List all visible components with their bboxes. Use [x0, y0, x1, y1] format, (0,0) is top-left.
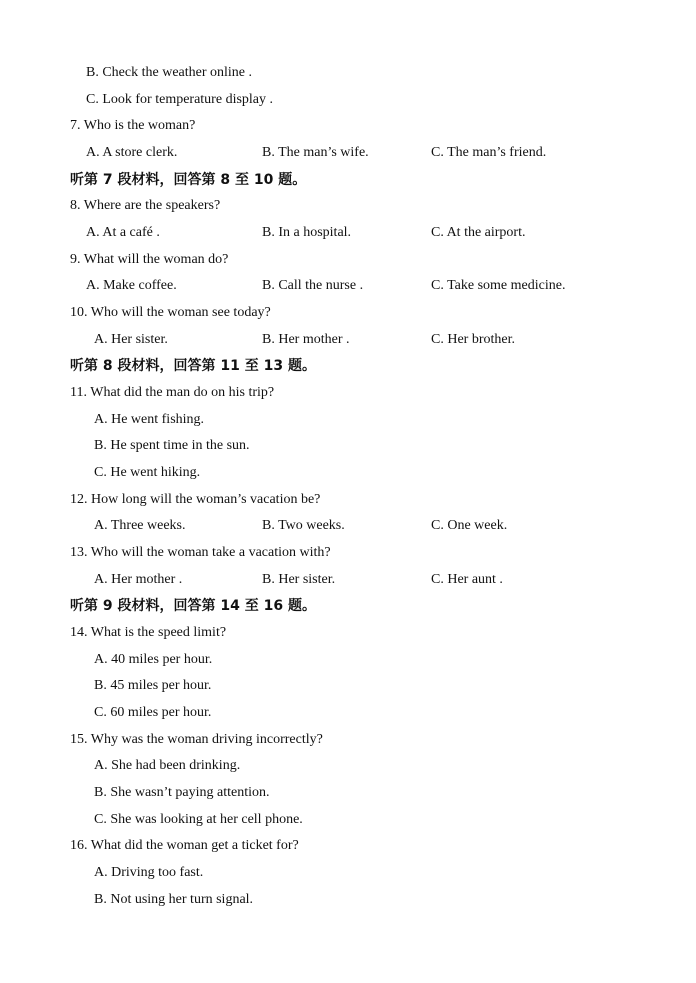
q7-option-c: C. The man’s friend. [431, 145, 547, 160]
q11-option-a: A. He went fishing. [94, 412, 205, 427]
q13-options [0, 570, 696, 590]
q16-option-b: B. Not using her turn signal. [94, 892, 254, 907]
q14-option-a: A. 40 miles per hour. [94, 652, 213, 667]
q15-option-c: C. She was looking at her cell phone. [94, 812, 303, 827]
question-15: 15. Why was the woman driving incorrectly? [70, 732, 323, 747]
question-14: 14. What is the speed limit? [70, 625, 227, 640]
q10-options [0, 330, 696, 350]
q6-option-c: C. Look for temperature display . [86, 92, 274, 107]
q10-option-a: A. Her sister. [94, 332, 168, 347]
q9-option-b: B. Call the nurse . [262, 278, 364, 293]
q7-option-a: A. A store clerk. [86, 145, 178, 160]
q8-option-c: C. At the airport. [431, 225, 526, 240]
question-12: 12. How long will the woman’s vacation be? [70, 492, 321, 507]
q6-option-b: B. Check the weather online . [86, 65, 253, 80]
q7-option-b: B. The man’s wife. [262, 145, 369, 160]
question-7: 7. Who is the woman? [70, 118, 196, 133]
q15-option-a: A. She had been drinking. [94, 758, 241, 773]
q16-option-a: A. Driving too fast. [94, 865, 204, 880]
question-16: 16. What did the woman get a ticket for? [70, 838, 299, 853]
q9-option-a: A. Make coffee. [86, 278, 177, 293]
q12-option-c: C. One week. [431, 518, 508, 533]
q10-option-b: B. Her mother . [262, 332, 350, 347]
q11-option-b: B. He spent time in the sun. [94, 438, 250, 453]
q12-option-b: B. Two weeks. [262, 518, 345, 533]
q14-option-c: C. 60 miles per hour. [94, 705, 212, 720]
q11-option-c: C. He went hiking. [94, 465, 201, 480]
question-9: 9. What will the woman do? [70, 252, 229, 267]
question-11: 11. What did the man do on his trip? [70, 385, 275, 400]
q14-option-b: B. 45 miles per hour. [94, 678, 212, 693]
q12-option-a: A. Three weeks. [94, 518, 186, 533]
section-7-heading: 听第 7 段材料，回答第 8 至 10 题。 [70, 172, 307, 188]
q8-option-a: A. At a café . [86, 225, 160, 240]
q12-options [0, 516, 696, 536]
q13-option-c: C. Her aunt . [431, 572, 503, 587]
q13-option-a: A. Her mother . [94, 572, 183, 587]
question-8: 8. Where are the speakers? [70, 198, 221, 213]
q8-options [0, 223, 696, 243]
q7-options [0, 143, 696, 163]
q15-option-b: B. She wasn’t paying attention. [94, 785, 270, 800]
section-8-heading: 听第 8 段材料，回答第 11 至 13 题。 [70, 358, 316, 374]
q9-option-c: C. Take some medicine. [431, 278, 566, 293]
section-9-heading: 听第 9 段材料，回答第 14 至 16 题。 [70, 598, 316, 614]
q8-option-b: B. In a hospital. [262, 225, 352, 240]
q10-option-c: C. Her brother. [431, 332, 515, 347]
q13-option-b: B. Her sister. [262, 572, 336, 587]
q9-options [0, 276, 696, 296]
question-10: 10. Who will the woman see today? [70, 305, 271, 320]
question-13: 13. Who will the woman take a vacation with? [70, 545, 331, 560]
